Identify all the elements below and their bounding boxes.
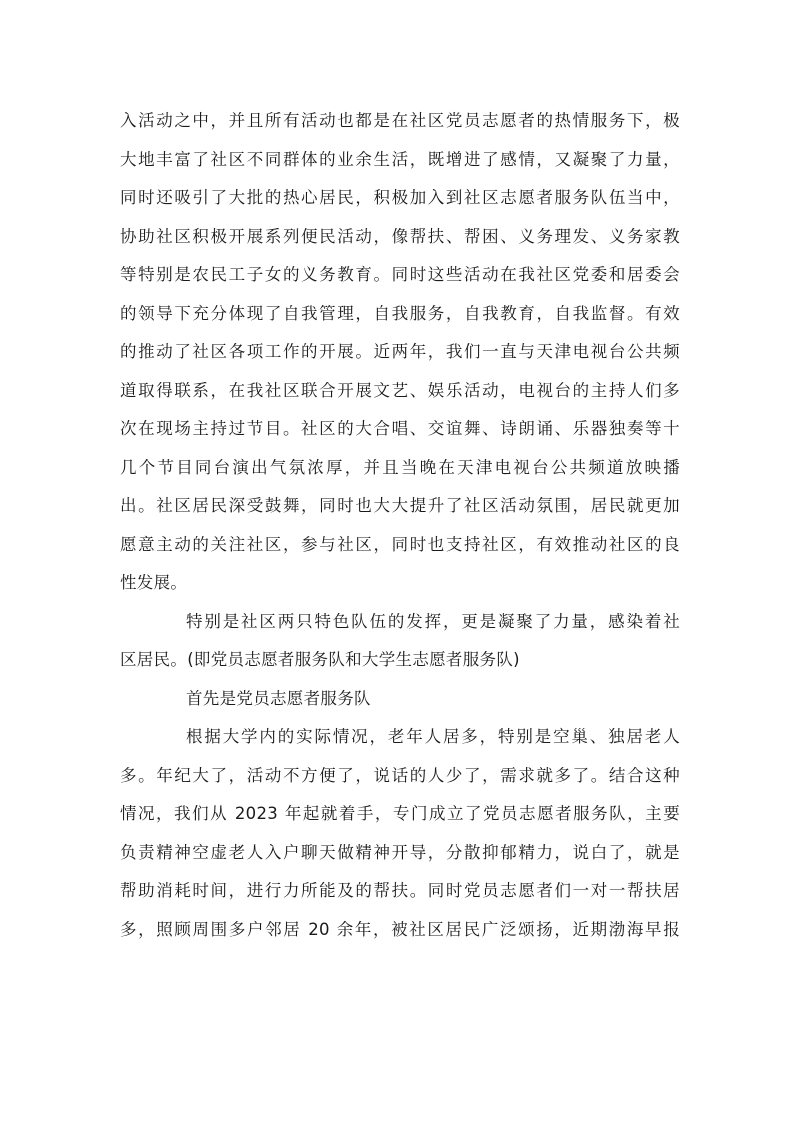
text-line: 多。年纪大了，活动不方便了，说话的人少了，需求就多了。结合这种 [120, 765, 680, 785]
text-line: 入活动之中，并且所有活动也都是在社区党员志愿者的热情服务下，极 [120, 111, 680, 130]
text-line: 的领导下充分体现了自我管理，自我服务，自我教育，自我监督。有效 [120, 303, 680, 323]
text-line: 道取得联系，在我社区联合开展文艺、娱乐活动，电视台的主持人们多 [120, 380, 680, 400]
text-line: 大地丰富了社区不同群体的业余生活，既增进了感情，又凝聚了力量， [120, 149, 680, 169]
text-line: 区居民。(即党员志愿者服务队和大学生志愿者服务队) [120, 650, 520, 669]
text-line: 特别是社区两只特色队伍的发挥，更是凝聚了力量，感染着社 [186, 611, 680, 631]
text-line: 情况，我们从 2023 年起就着手，专门成立了党员志愿者服务队，主要 [120, 804, 680, 823]
text-line: 首先是党员志愿者服务队 [186, 688, 371, 708]
text-line: 协助社区积极开展系列便民活动，像帮扶、帮困、义务理发、义务家教 [120, 226, 680, 246]
text-line: 负责精神空虚老人入户聊天做精神开导，分散抑郁精力，说白了，就是 [120, 842, 680, 862]
text-line: 几个节目同台演出气氛浓厚，并且当晚在天津电视台公共频道放映播 [120, 457, 680, 477]
text-line: 帮助消耗时间，进行力所能及的帮扶。同时党员志愿者们一对一帮扶居 [120, 881, 680, 900]
text-line: 根据大学内的实际情况，老年人居多，特别是空巢、独居老人 [186, 727, 680, 746]
text-line: 性发展。 [120, 573, 188, 592]
text-line: 出。社区居民深受鼓舞，同时也大大提升了社区活动氛围，居民就更加 [120, 496, 680, 515]
text-line: 愿意主动的关注社区，参与社区，同时也支持社区，有效推动社区的良 [120, 534, 680, 554]
text-line: 同时还吸引了大批的热心居民，积极加入到社区志愿者服务队伍当中， [120, 188, 680, 207]
document-body [120, 102, 680, 949]
text-line: 的推动了社区各项工作的开展。近两年，我们一直与天津电视台公共频 [120, 342, 680, 361]
text-line: 等特别是农民工子女的义务教育。同时这些活动在我社区党委和居委会 [120, 265, 680, 284]
text-line: 多，照顾周围多户邻居 20 余年，被社区居民广泛颂扬，近期渤海早报 [120, 919, 680, 939]
text-line: 次在现场主持过节目。社区的大合唱、交谊舞、诗朗诵、乐器独奏等十 [120, 419, 680, 438]
